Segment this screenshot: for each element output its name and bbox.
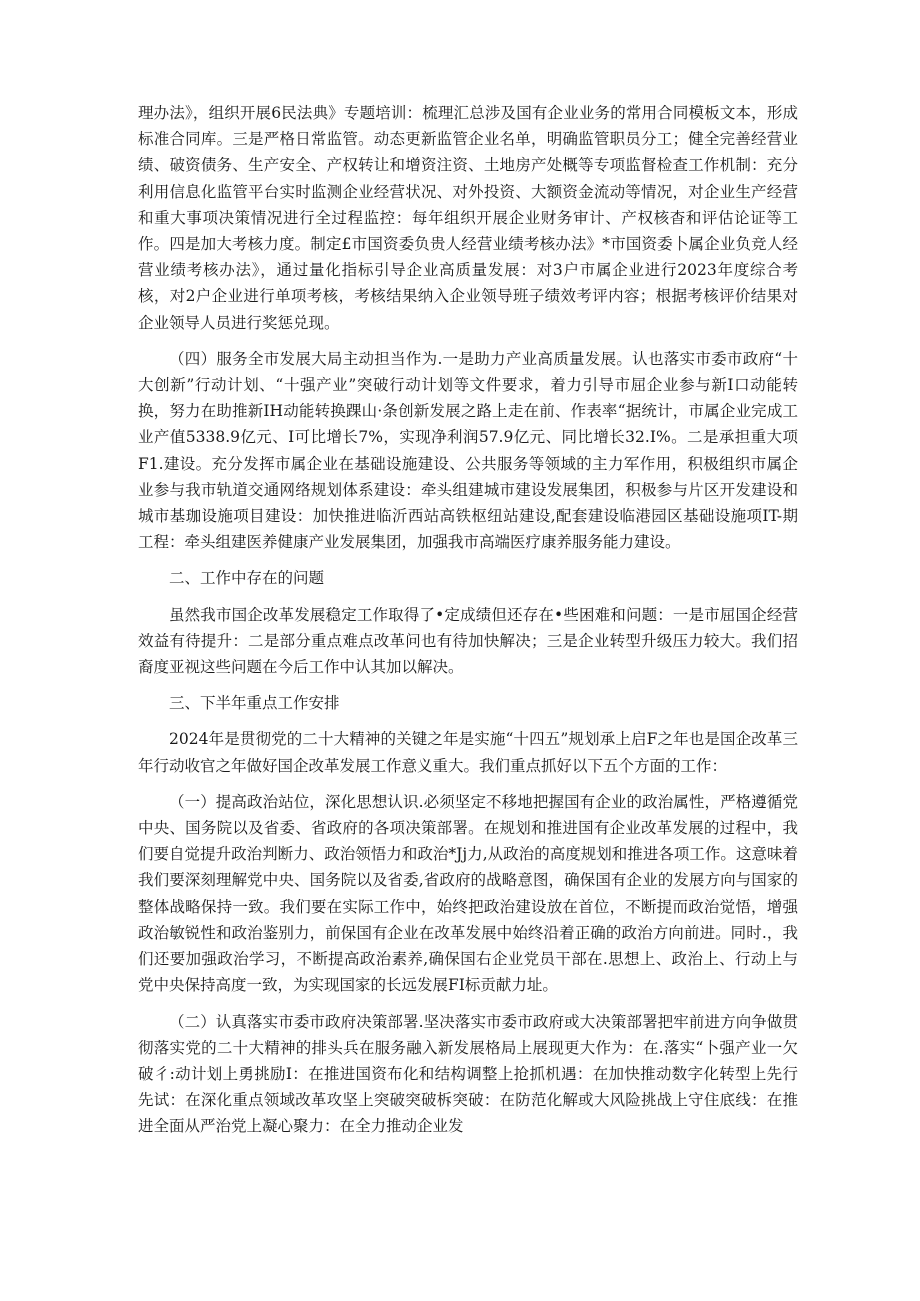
- section-heading-plan: 三、下半年重点工作安排: [169, 694, 340, 713]
- paragraph-plan-intro: 2024年是贯彻党的二十大精神的关键之年是实施“十四五”规划承上启F之年也是国企改革三年行动收官之年做好国企改革发展工作意义重大。我们重点抓好以下五个方面的工作：: [138, 730, 798, 775]
- section-heading-problems: 二、工作中存在的问题: [169, 569, 325, 588]
- document-body: [138, 100, 798, 1140]
- paragraph-supervision: 理办法》，组织开展6民法典》专题培训：梳理汇总涉及国有企业业务的常用合同模板文本，形成标准合同库。三是严格日常监管。动态更新监管企业名单，明确监管职员分工；健全完善经营业绩、破资债务、生产安全、产权转让和增资注资、土地房产处概等专项监督检查工作机制：充分利用信息化监管平台实时监测企业经营状况、对外投资、大额资金流动等情况，对企业生产经营和重大事项决策情况进行全过程监控：每年组织开展企业财务审计、产权核杳和评估论证等工作。四是加大考核力度。制定£市国资委负贵人经营业绩考核办法》*市国资委卜属企业负竞人经营业绩考核办法》，通过量化指标引导企业高质量发展：对3户市属企业进行2023年度综合考核，对2户企业进行单项考核，考核结果纳入企业领导班子绩效考评内容；根据考核评价结果对企业领导人员进行奖惩兑现。: [138, 104, 798, 332]
- paragraph-implement-decisions: （二）认真落实市委市政府决策部署.坚决落实市委市政府或大决策部署把牢前进方向争做贯彻落实党的二十大精神的排头兵在服务融入新发展格局上展现更大作为：在.落实“卜强产业一欠破彳:动计划上勇挑励I：在推进国资布化和结构调整上抢抓机遇：在加快推动数字化转型上先行先试：在深化重点领域改革攻坚上突破突破柝突破：在防范化解或大风险挑战上守住底线：在推进全面从严治党上凝心聚力：在全力推动企业发: [138, 1012, 798, 1136]
- paragraph-political-stance: （一）提高政治站位，深化思想认识.必须坚定不移地把握国有企业的政治属性，严格遵循党中央、国务院以及省委、省政府的各项决策部署。在规划和推进国有企业改革发展的过程中，我们要自觉提升政治判断力、政治领悟力和政治*Jj力,从政治的高度规划和推进各项工作。这意味着我们要深刻理解党中央、国务院以及省委,省政府的战略意图，确保国有企业的发展方向与国家的整体战略保持一致。我们要在实际工作中，始终把政治建设放在首位，不断提而政治觉悟，增强政治敏锐性和政治鉴别力，前保国有企业在改革发展中始终沿着正确的政治方向前进。同时.，我们还要加强政治学习，不断提高政治素养,确保国右企业党员干部在.思想上、政治上、行动上与党中央保持高度一致，为实现国家的长远发展FI标贡献力址。: [138, 792, 798, 995]
- paragraph-problems: 虽然我市国企改革发展稳定工作取得了•定成绩但还存在•些困难和问题：一是市屈国企经营效益有待提升：二是部分重点难点改革问也有待加快解决；三是企业转型升级压力较大。我们招裔度亚视这些问题在今后工作中认其加以解决。: [138, 605, 798, 677]
- paragraph-service-development: （四）服务全市发展大局主动担当作为.一是助力产业高质量发展。认也落实市委市政府“十大创新”行动计划、“十强产业”突破行动计划等文件要求，着力引导市屈企业参与新I口动能转换，努力在助推新IH动能转换踝山·条创新发展之路上走在前、作表率“据统计，市属企业完成工业产值5338.9亿元、I可比增长7%，实现净利润57.9亿元、同比增长32.I%。二是承担重大项F1.建设。充分发挥市属企业在基础设施建设、公共服务等领域的主力军作用，积极组织市属企业参与我市轨道交通网络规划体系建设：牵头组建城市建设发展集团，积极参与片区开发建设和城市基珈设施项目建设：加快推进临沂西站高铁枢纽站建设,配套建设临港园区基础设施项IT-期工程：牵头组建医养健康产业发展集团，加强我市高端医疗康养服务能力建设。: [138, 349, 798, 552]
